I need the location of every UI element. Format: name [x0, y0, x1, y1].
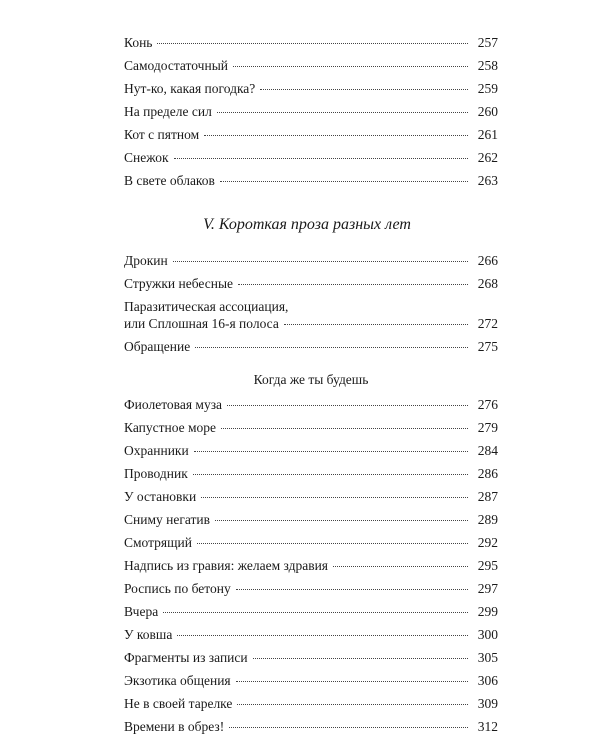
- dot-leader: [227, 405, 468, 406]
- toc-entry: [124, 488, 498, 511]
- dot-leader: [333, 566, 468, 567]
- toc-entry: [124, 649, 498, 672]
- toc-entry: [124, 557, 498, 580]
- section-heading: V. Короткая проза разных лет: [203, 216, 411, 233]
- toc-group-a: [124, 34, 498, 195]
- subsection-heading: Когда же ты будешь: [253, 372, 369, 387]
- toc-entry: [124, 442, 498, 465]
- toc-entry-page: 300: [477, 627, 498, 642]
- toc-entry: [124, 252, 498, 275]
- toc-entry-page: 258: [477, 58, 498, 73]
- toc-entry: [124, 465, 498, 488]
- toc-entry: [124, 149, 498, 172]
- toc-entry-page: 260: [477, 104, 498, 119]
- toc-entry-page: 297: [477, 581, 498, 596]
- toc-entry-title: Сниму негатив: [124, 512, 211, 527]
- dot-leader: [217, 112, 468, 113]
- toc-entry-title: Конь: [124, 35, 153, 50]
- toc-entry: [124, 419, 498, 442]
- dot-leader: [284, 324, 468, 325]
- toc-entry-page: 262: [477, 150, 498, 165]
- dot-leader: [229, 727, 468, 728]
- toc-entry-page: 276: [477, 397, 498, 412]
- toc-entry-title: Стружки небесные: [124, 276, 234, 291]
- dot-leader: [215, 520, 468, 521]
- dot-leader: [260, 89, 468, 90]
- toc-entry: [124, 672, 498, 695]
- toc-entry: [124, 534, 498, 557]
- toc-entry-title: Экзотика общения: [124, 673, 231, 688]
- toc-entry-title: Не в своей тарелке: [124, 696, 233, 711]
- dot-leader: [197, 543, 468, 544]
- toc-entry-page: 295: [477, 558, 498, 573]
- dot-leader: [236, 589, 468, 590]
- toc-entry-page: 261: [477, 127, 498, 142]
- dot-leader: [195, 347, 468, 348]
- dot-leader: [236, 681, 468, 682]
- toc-entry-page: 266: [477, 253, 498, 268]
- toc-entry: [124, 275, 498, 298]
- toc-entry-title: Проводник: [124, 466, 188, 481]
- toc-entry-title: Самодостаточный: [124, 58, 228, 73]
- toc-entry: [124, 603, 498, 626]
- toc-entry-title: Нут-ко, какая погодка?: [124, 81, 256, 96]
- dot-leader: [238, 284, 468, 285]
- toc-entry-title: Капустное море: [124, 420, 217, 435]
- toc-entry-title: Фиолетовая муза: [124, 397, 223, 412]
- toc-entry-page: 259: [477, 81, 498, 96]
- toc-entry-title: Фрагменты из записи: [124, 650, 248, 665]
- dot-leader: [201, 497, 468, 498]
- toc-entry-title-line2: или Сплошная 16-я полоса: [124, 316, 279, 331]
- toc-entry-multiline: [124, 298, 498, 332]
- dot-leader: [194, 451, 468, 452]
- toc-entry-page: 309: [477, 696, 498, 711]
- toc-entry-page: 284: [477, 443, 498, 458]
- toc-entry: [124, 396, 498, 419]
- toc-entry-title: Дрокин: [124, 253, 168, 268]
- dot-leader: [177, 635, 468, 636]
- toc-entry-page: 272: [477, 316, 498, 331]
- toc-entry-title: Кот с пятном: [124, 127, 200, 142]
- toc-entry: [124, 34, 498, 57]
- toc-entry-page: 263: [477, 173, 498, 188]
- toc-entry: [124, 695, 498, 718]
- toc-entry-title: На пределе сил: [124, 104, 212, 119]
- dot-leader: [193, 474, 468, 475]
- toc-entry: [124, 338, 498, 361]
- toc-group-b: [124, 252, 498, 361]
- toc-entry-title: В свете облаков: [124, 173, 215, 188]
- toc-entry-line2: [124, 315, 498, 332]
- toc-entry: [124, 172, 498, 195]
- table-of-contents: [124, 34, 498, 741]
- toc-entry-title: У остановки: [124, 489, 197, 504]
- toc-entry: [124, 511, 498, 534]
- toc-entry-page: 287: [477, 489, 498, 504]
- dot-leader: [253, 658, 468, 659]
- toc-entry-page: 312: [477, 719, 498, 734]
- toc-entry-page: 299: [477, 604, 498, 619]
- toc-entry-title-line1: Паразитическая ассоциация,: [124, 299, 289, 314]
- dot-leader: [173, 261, 468, 262]
- toc-entry: [124, 80, 498, 103]
- toc-entry: [124, 103, 498, 126]
- toc-entry-page: 257: [477, 35, 498, 50]
- toc-entry: [124, 57, 498, 80]
- toc-entry-page: 275: [477, 339, 498, 354]
- toc-group-d: [124, 396, 498, 741]
- toc-entry-page: 289: [477, 512, 498, 527]
- toc-entry-page: 306: [477, 673, 498, 688]
- toc-entry-page: 305: [477, 650, 498, 665]
- toc-entry-title: У ковша: [124, 627, 173, 642]
- toc-entry-title: Обращение: [124, 339, 191, 354]
- dot-leader: [221, 428, 468, 429]
- toc-entry-page: 268: [477, 276, 498, 291]
- dot-leader: [163, 612, 468, 613]
- dot-leader: [220, 181, 468, 182]
- toc-entry: [124, 718, 498, 741]
- toc-entry-title: Надпись из гравия: желаем здравия: [124, 558, 329, 573]
- toc-entry-page: 286: [477, 466, 498, 481]
- toc-entry-page: 292: [477, 535, 498, 550]
- toc-entry: [124, 580, 498, 603]
- toc-entry: [124, 126, 498, 149]
- dot-leader: [204, 135, 468, 136]
- toc-entry-title: Охранники: [124, 443, 189, 458]
- dot-leader: [157, 43, 468, 44]
- dot-leader: [174, 158, 468, 159]
- toc-entry-title: Времени в обрез!: [124, 719, 225, 734]
- toc-entry-title: Снежок: [124, 150, 169, 165]
- dot-leader: [237, 704, 468, 705]
- toc-entry-title: Вчера: [124, 604, 159, 619]
- toc-entry-title: Смотрящий: [124, 535, 192, 550]
- toc-entry-page: 279: [477, 420, 498, 435]
- dot-leader: [233, 66, 468, 67]
- toc-entry-title: Роспись по бетону: [124, 581, 231, 596]
- toc-entry: [124, 626, 498, 649]
